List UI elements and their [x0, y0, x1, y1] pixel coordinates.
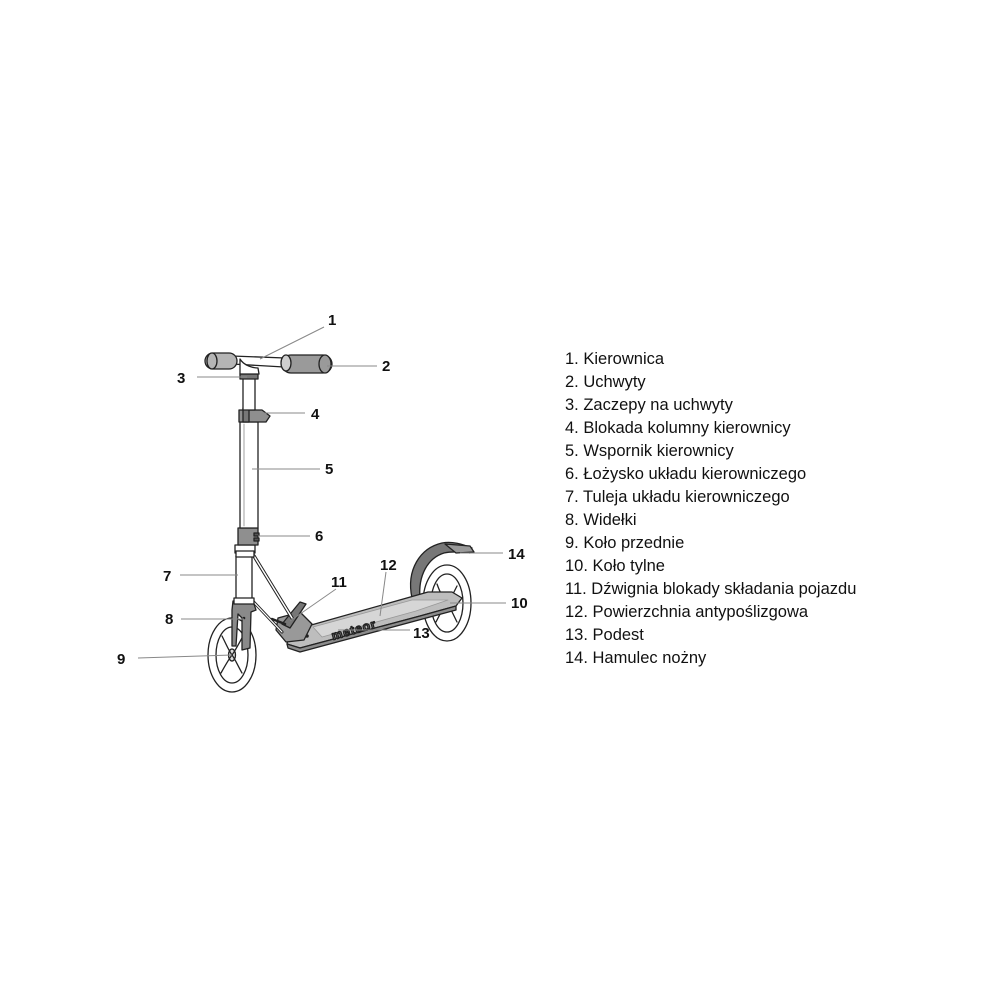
legend-item: 7. Tuleja układu kierowniczego [565, 488, 790, 506]
leader-line-1 [260, 327, 324, 359]
deck-brand-text: meteor [329, 616, 379, 643]
callout-2: 2 [382, 358, 391, 375]
callout-14: 14 [508, 546, 525, 563]
left-grip-cap [207, 353, 217, 369]
callout-12: 12 [380, 557, 397, 574]
handlebar-stem [240, 422, 258, 528]
callout-11: 11 [331, 574, 347, 591]
parts-legend [565, 348, 856, 670]
steering-collar [234, 598, 254, 604]
callout-1: 1 [328, 312, 337, 329]
legend-item: 4. Blokada kolumny kierownicy [565, 419, 791, 437]
callout-5: 5 [325, 461, 334, 478]
callout-4: 4 [311, 406, 320, 423]
head-bearing-ring [236, 551, 254, 557]
legend-item: 11. Dźwignia blokady składania pojazdu [565, 580, 857, 598]
legend-item: 1. Kierownica [565, 350, 665, 368]
callout-6: 6 [315, 528, 324, 545]
legend-item: 13. Podest [565, 626, 644, 644]
legend-item: 10. Koło tylne [565, 557, 665, 575]
callout-3: 3 [177, 370, 186, 387]
legend-item: 8. Widełki [565, 511, 637, 529]
callout-9: 9 [117, 651, 126, 668]
legend-item: 14. Hamulec nożny [565, 649, 707, 667]
callout-8: 8 [165, 611, 174, 628]
bearing-bolt [254, 538, 259, 541]
legend-item: 6. Łożysko układu kierowniczego [565, 465, 807, 483]
legend-item: 12. Powierzchnia antypoślizgowa [565, 603, 809, 621]
legend-item: 2. Uchwyty [565, 373, 646, 391]
legend-item: 5. Wspornik kierownicy [565, 442, 734, 460]
legend-item: 3. Zaczepy na uchwyty [565, 396, 733, 414]
callout-13: 13 [413, 625, 430, 642]
callout-10: 10 [511, 595, 528, 612]
legend-item: 9. Koło przednie [565, 534, 685, 552]
callout-7: 7 [163, 568, 172, 585]
right-grip-inner [281, 355, 291, 371]
right-grip-cap [319, 355, 331, 373]
steering-tube [236, 556, 252, 602]
